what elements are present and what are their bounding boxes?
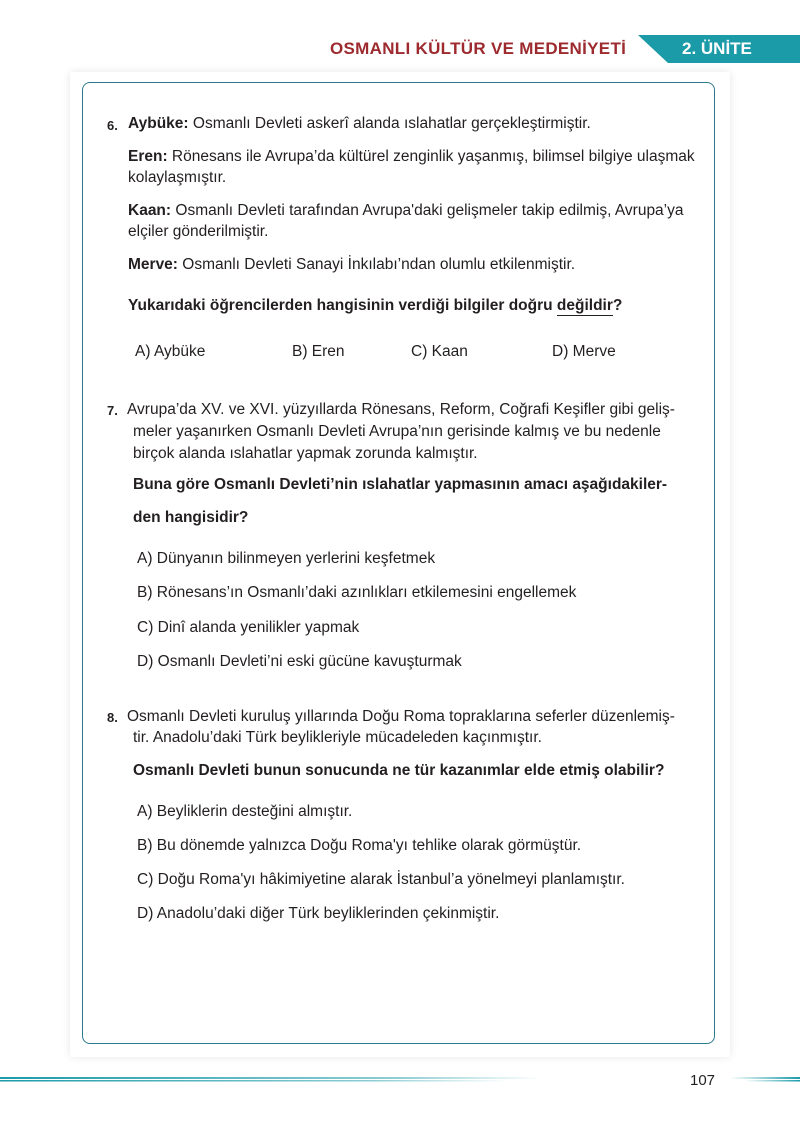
option-a[interactable]: A) Dünyanın bilinmeyen yerlerini keşfetmek [137, 550, 436, 567]
stem-line: Osmanlı Devleti kuruluş yıllarında Doğu Roma topraklarına seferler düzenlemiş- [127, 708, 675, 725]
option-b[interactable]: B) Rönesans’ın Osmanlı’daki azınlıkları etkilemesini engellemek [137, 584, 577, 601]
question-prompt: Buna göre Osmanlı Devleti’nin ıslahatlar yapmasının amacı aşağıdakiler- [133, 476, 668, 493]
student-name: Merve: [128, 256, 178, 273]
option-b[interactable]: B) Eren [292, 343, 345, 360]
option-d[interactable]: D) Osmanlı Devleti’ni eski gücüne kavuşturmak [137, 653, 462, 670]
option-a[interactable]: A) Beyliklerin desteğini almıştır. [137, 803, 353, 820]
question-number: 8. [107, 710, 118, 725]
statement-eren [128, 146, 695, 167]
question-prompt: den hangisidir? [133, 509, 249, 526]
question-prompt: Osmanlı Devleti bunun sonucunda ne tür kazanımlar elde etmiş olabilir? [133, 762, 665, 779]
statement-eren-cont: kolaylaşmıştır. [128, 169, 227, 186]
statement-text: Osmanlı Devleti tarafından Avrupa'daki gelişmeler takip edilmiş, Avrupa’ya [171, 202, 684, 219]
option-c[interactable]: C) Doğu Roma'yı hâkimiyetine alarak İstanbul’a yönelmeyi planlamıştır. [137, 871, 625, 888]
prompt-negation: değildir [556, 297, 613, 314]
stem-line: birçok alanda ıslahatlar yapmak zorunda kalmıştır. [133, 445, 478, 462]
stem-line: meler yaşanırken Osmanlı Devleti Avrupa’nın gerisinde kalmış ve bu nedenle [133, 423, 661, 440]
unit-tab [638, 35, 800, 63]
option-c[interactable]: C) Dinî alanda yenilikler yapmak [137, 619, 360, 636]
stem-line: Avrupa’da XV. ve XVI. yüzyıllarda Rönesans, Reform, Coğrafi Keşifler gibi geliş- [127, 401, 675, 418]
question-prompt [128, 295, 622, 316]
student-name: Eren: [128, 148, 168, 165]
page-number: 107 [690, 1072, 716, 1089]
option-a[interactable]: A) Aybüke [135, 343, 206, 360]
option-d[interactable]: D) Anadolu’daki diğer Türk beyliklerinden çekinmiştir. [137, 905, 500, 922]
student-name: Kaan: [128, 202, 172, 219]
statement-text: Osmanlı Devleti Sanayi İnkılabı’ndan olumlu etkilenmiştir. [177, 256, 576, 273]
statement-aybuke [128, 113, 591, 134]
question-number: 7. [107, 403, 118, 418]
statement-kaan [128, 200, 684, 221]
statement-text: Osmanlı Devleti askerî alanda ıslahatlar gerçekleştirmiştir. [188, 115, 591, 132]
statement-merve [128, 254, 575, 275]
student-name: Aybüke: [128, 115, 189, 132]
question-number: 6. [107, 118, 118, 133]
unit-label: 2. ÜNİTE [682, 39, 752, 58]
prompt-text: Yukarıdaki öğrencilerden hangisinin verdiği bilgiler doğru [128, 297, 557, 314]
footer-stripe [0, 1076, 800, 1084]
stem-line: tir. Anadolu’daki Türk beylikleriyle mücadeleden kaçınmıştır. [133, 729, 542, 746]
option-c[interactable]: C) Kaan [411, 343, 468, 360]
unit-header-title: OSMANLI KÜLTÜR VE MEDENİYETİ [330, 39, 627, 58]
option-b[interactable]: B) Bu dönemde yalnızca Doğu Roma'yı tehlike olarak görmüştür. [137, 837, 582, 854]
statement-text: Rönesans ile Avrupa’da kültürel zenginlik yaşanmış, bilimsel bilgiye ulaşmak [167, 148, 695, 165]
prompt-mark: ? [612, 297, 623, 314]
statement-kaan-cont: elçiler gönderilmiştir. [128, 223, 269, 240]
option-d[interactable]: D) Merve [552, 343, 616, 360]
